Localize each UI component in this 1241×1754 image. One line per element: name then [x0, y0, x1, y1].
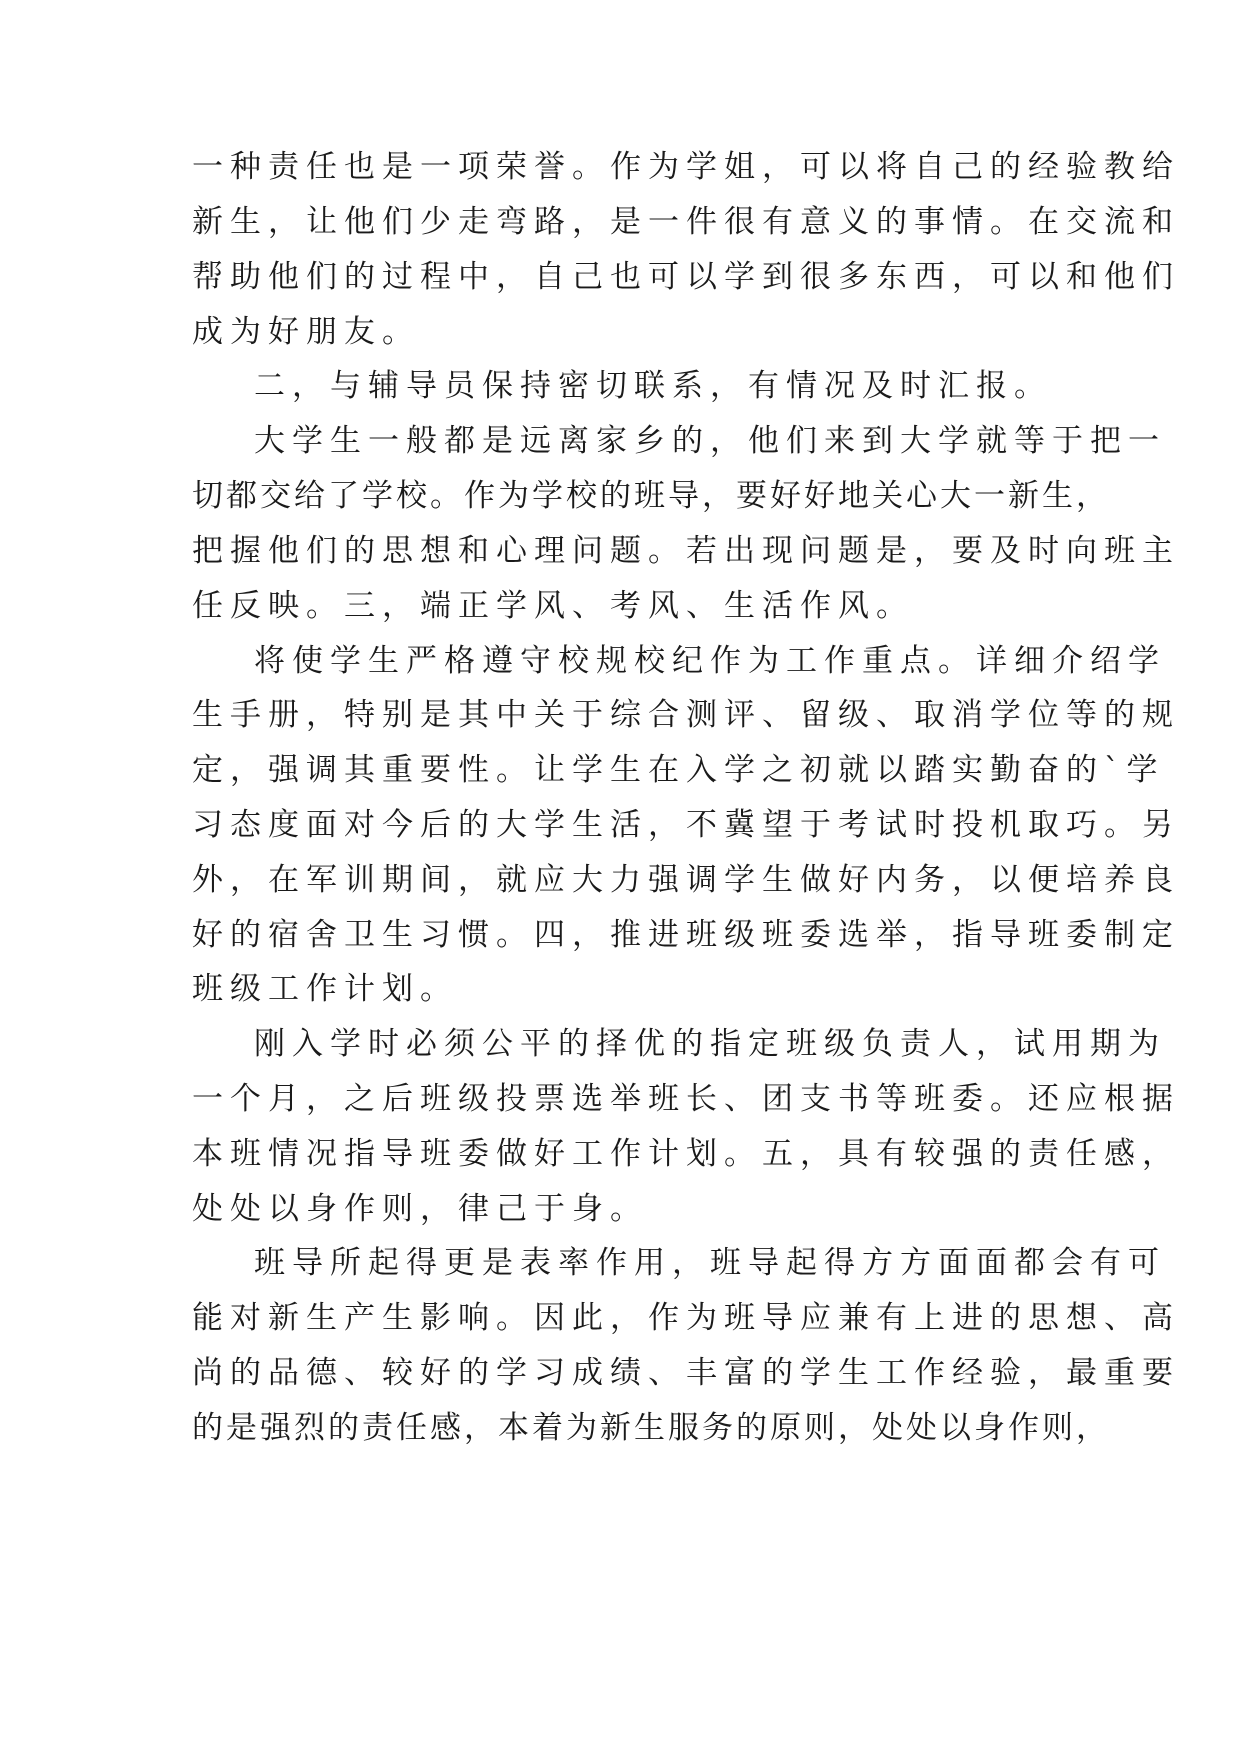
text-line: 好的宿舍卫生习惯。四，推进班级班委选举，指导班委制定: [192, 917, 1180, 953]
section-heading: 二，与辅导员保持密切联系，有情况及时汇报。: [254, 368, 1052, 404]
text-line: 的是强烈的责任感，本着为新生服务的原则，处处以身作则，: [192, 1410, 1110, 1446]
text-line: 帮助他们的过程中，自己也可以学到很多东西，可以和他们: [192, 259, 1180, 295]
text-line: 刚入学时必须公平的择优的指定班级负责人，试用期为: [254, 1026, 1166, 1062]
text-line: 大学生一般都是远离家乡的，他们来到大学就等于把一: [254, 423, 1166, 459]
text-line: 班导所起得更是表率作用，班导起得方方面面都会有可: [254, 1245, 1166, 1281]
text-line: 将使学生严格遵守校规校纪作为工作重点。详细介绍学: [254, 643, 1166, 679]
text-line: 生手册，特别是其中关于综合测评、留级、取消学位等的规: [192, 697, 1180, 733]
text-line: 本班情况指导班委做好工作计划。五，具有较强的责任感，: [192, 1136, 1180, 1172]
text-line: 新生，让他们少走弯路，是一件很有意义的事情。在交流和: [192, 204, 1180, 240]
text-line: 任反映。三，端正学风、考风、生活作风。: [192, 588, 914, 624]
text-line: 成为好朋友。: [192, 314, 420, 350]
text-line: 切都交给了学校。作为学校的班导，要好好地关心大一新生，: [192, 478, 1110, 514]
text-line: 班级工作计划。: [192, 971, 458, 1007]
text-line: 能对新生产生影响。因此，作为班导应兼有上进的思想、高: [192, 1300, 1180, 1336]
text-line: 一个月，之后班级投票选举班长、团支书等班委。还应根据: [192, 1081, 1180, 1117]
text-line: 一种责任也是一项荣誉。作为学姐，可以将自己的经验教给: [192, 149, 1180, 185]
text-line: 外，在军训期间，就应大力强调学生做好内务，以便培养良: [192, 862, 1180, 898]
text-line: 把握他们的思想和心理问题。若出现问题是，要及时向班主: [192, 533, 1180, 569]
text-line: 习态度面对今后的大学生活，不冀望于考试时投机取巧。另: [192, 807, 1180, 843]
text-line: 处处以身作则，律己于身。: [192, 1191, 648, 1227]
text-line: 定，强调其重要性。让学生在入学之初就以踏实勤奋的`学: [192, 752, 1165, 788]
text-line: 尚的品德、较好的学习成绩、丰富的学生工作经验，最重要: [192, 1355, 1180, 1391]
